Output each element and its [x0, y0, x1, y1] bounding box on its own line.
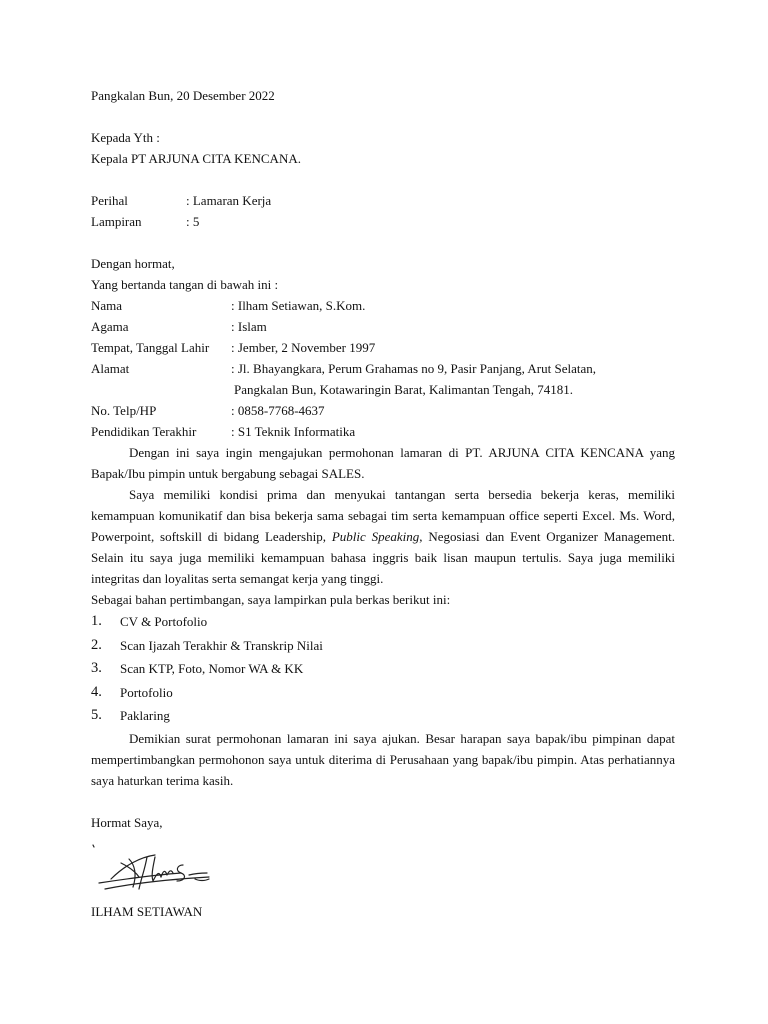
- detail-label: Tempat, Tanggal Lahir: [91, 340, 210, 355]
- signature-image: [85, 843, 245, 901]
- list-number: 5.: [91, 707, 102, 723]
- qualifications-text-a: Saya memiliki kondisi prima dan menyukai tantangan serta bersedia bekerja keras, memiliki kemampuan komunikatif dan bisa bekerja sama sebagai tim serta kemampuan office seperti Excel. Ms. Word, Powerpoint, softskill di bidang Leadership,: [91, 487, 675, 544]
- attachment-count-row: [91, 211, 675, 232]
- list-text: Scan Ijazah Terakhir & Transkrip Nilai: [120, 637, 323, 653]
- list-text: Portofolio: [120, 684, 173, 700]
- detail-label: Nama: [91, 298, 123, 313]
- qualifications-emphasis: Public Speaking: [331, 529, 420, 544]
- list-text: Paklaring: [120, 708, 170, 723]
- attachment-count-value: : 5: [186, 214, 200, 229]
- attachments-intro: Sebagai bahan pertimbangan, saya lampirkan pula berkas berikut ini:: [91, 592, 451, 607]
- detail-value: : Ilham Setiawan, S.Kom.: [231, 298, 366, 313]
- detail-row-name: [91, 295, 675, 316]
- detail-value: : Islam: [231, 319, 267, 334]
- detail-value: : Jl. Bhayangkara, Perum Grahamas no 9, Pasir Panjang, Arut Selatan,: [231, 361, 597, 376]
- signer-name: ILHAM SETIAWAN: [91, 903, 203, 919]
- list-item: [91, 657, 675, 681]
- detail-row-religion: [91, 316, 675, 337]
- paragraph-application: Dengan ini saya ingin mengajukan permohonan lamaran di PT. ARJUNA CITA KENCANA yang Bapak/Ibu pimpin untuk bergabung sebagai SALES.: [91, 445, 675, 481]
- detail-value: : Jember, 2 November 1997: [231, 340, 376, 355]
- list-number: 4.: [91, 683, 102, 700]
- list-item: [91, 704, 675, 728]
- list-number: 2.: [91, 636, 102, 653]
- address-continuation: Pangkalan Bun, Kotawaringin Barat, Kalimantan Tengah, 74181.: [234, 382, 573, 397]
- list-number: 1.: [91, 613, 102, 629]
- detail-label: No. Telp/HP: [91, 403, 157, 418]
- closing-greeting: Hormat Saya,: [91, 814, 163, 830]
- attachment-count-label: Lampiran: [91, 214, 142, 229]
- paragraph-closing: Demikian surat permohonan lamaran ini saya ajukan. Besar harapan saya bapak/ibu pimpinan dapat mempertimbangkan permohonon saya untuk diterima di Perusahaan yang bapak/ibu pimpin. Atas perhatiannya saya haturkan terima kasih.: [91, 730, 675, 788]
- list-item: [91, 610, 675, 634]
- qualifications-text-b: , Negosiasi dan Event Organizer Management. Selain itu saya juga memiliki kemampuan bahasa inggris baik lisan maupun tertulis. Saya juga memiliki integritas dan loyalitas serta semangat kerja yang tinggi.: [91, 529, 675, 586]
- letter-body: [91, 85, 675, 922]
- detail-row-address: [91, 358, 675, 379]
- salutation: Dengan hormat,: [91, 256, 175, 271]
- list-text: Scan KTP, Foto, Nomor WA & KK: [120, 661, 304, 676]
- recipient-line-2: Kepala PT ARJUNA CITA KENCANA.: [91, 151, 301, 166]
- list-text: CV & Portofolio: [120, 614, 208, 629]
- recipient-line-1: Kepada Yth :: [91, 130, 160, 145]
- paragraph-qualifications: [91, 484, 675, 589]
- list-item: [91, 634, 675, 658]
- subject-label: Perihal: [91, 193, 128, 208]
- place-date: Pangkalan Bun, 20 Desember 2022: [91, 88, 275, 103]
- detail-label: Agama: [91, 319, 129, 334]
- detail-row-phone: [91, 400, 675, 421]
- subject-row: [91, 190, 675, 211]
- detail-row-birth: [91, 337, 675, 358]
- detail-value: : 0858-7768-4637: [231, 403, 325, 418]
- attachments-list: [91, 610, 675, 728]
- detail-label: Alamat: [91, 361, 130, 376]
- list-number: 3.: [91, 660, 102, 676]
- intro-line: Yang bertanda tangan di bawah ini :: [91, 277, 279, 292]
- detail-label: Pendidikan Terakhir: [91, 424, 197, 439]
- list-item: [91, 681, 675, 705]
- detail-row-education: [91, 421, 675, 442]
- detail-value: : S1 Teknik Informatika: [231, 424, 356, 439]
- subject-value: : Lamaran Kerja: [186, 193, 272, 208]
